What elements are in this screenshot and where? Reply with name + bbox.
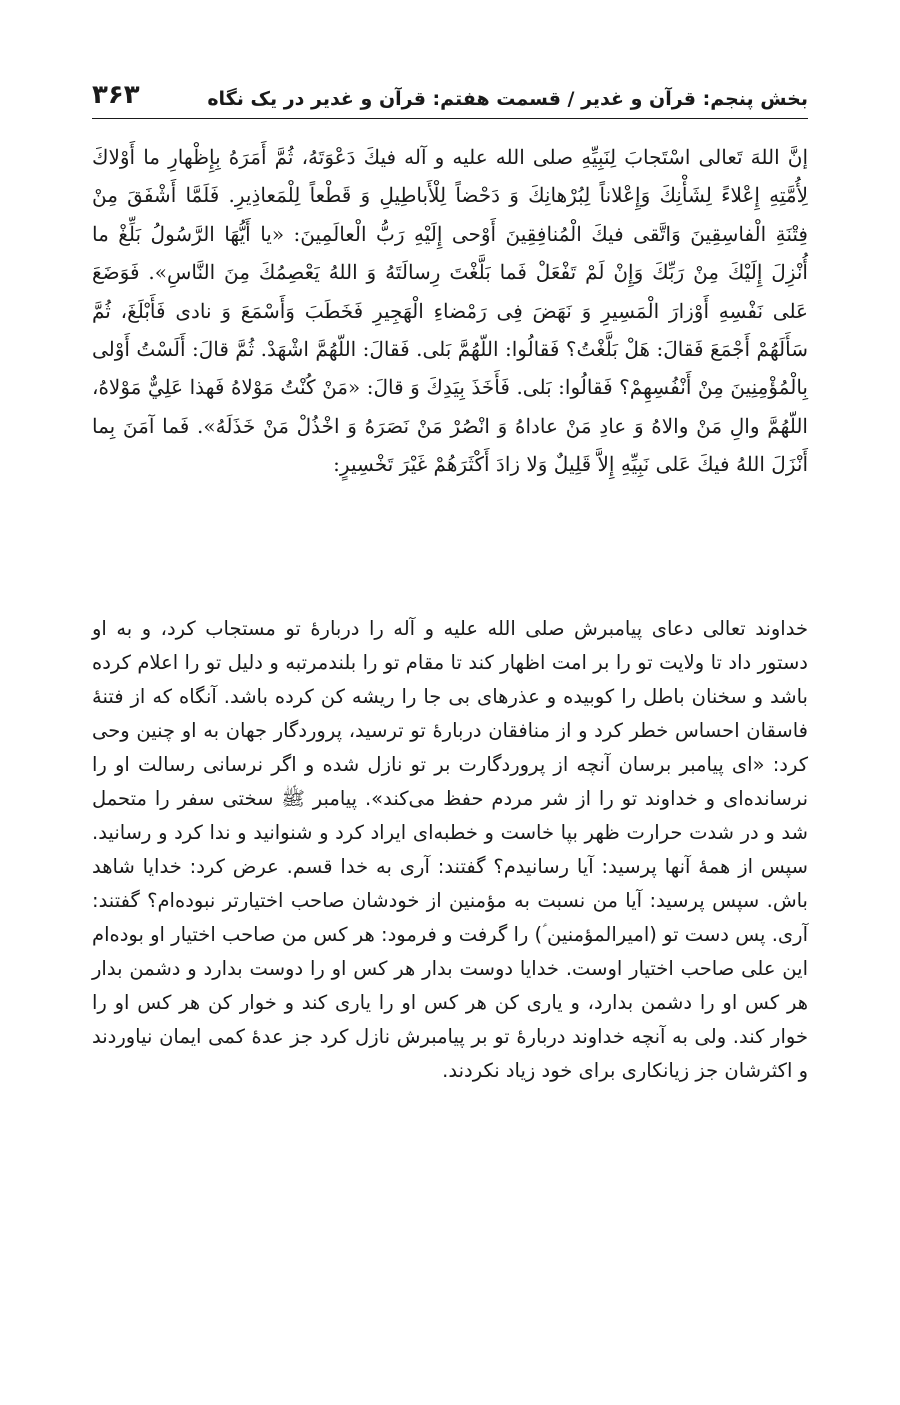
persian-paragraph: خداوند تعالى دعاى پيامبرش صلى الله عليه و آله را دربارۀ تو مستجاب كرد، و به او دستور داد تا ولايت تو را بر امت اظهار كند تا مقام تو را بلندمرتبه و دليل تو را اعلام كرده باشد و سخنان باطل را كوبيده و عذرهاى بى جا را ريشه كن كرده باشد. آنگاه كه از فتنۀ فاسقان احساس خطر كرد و از منافقان دربارۀ تو ترسيد، پروردگار جهان به او چنين وحى كرد: «اى پيامبر برسان آنچه از پروردگارت بر تو نازل شده و اگر نرسانى رسالت او را نرسانده‌اى و خداوند تو را از شر مردم حفظ مى‌كند». پيامبر ﷺ سختى سفر را متحمل شد و در شدت حرارت ظهر بپا خاست و خطبه‌اى ايراد كرد و شنوانيد و ندا كرد و رسانيد. سپس از همۀ آنها پرسيد: آيا رسانيدم؟ گفتند: آرى به خدا قسم. عرض كرد: خدايا شاهد باش. سپس پرسيد: آيا من نسبت به مؤمنين از خودشان صاحب اختيارتر نبوده‌ام؟ گفتند: آرى. پس دست تو (اميرالمؤمنين ؑ) را گرفت و فرمود: هر كس من صاحب اختيار او بوده‌ام اين على صاحب اختيار اوست. خدايا دوست بدار هر كس او را دوست بدارد و دشمن بدار هر كس او را دشمن بدارد، و يارى كن هر كس او را يارى كند و خوار كن هر كس او را خوار كند. ولى به آنچه خداوند دربارۀ تو بر پيامبرش نازل كرد جز عدۀ كمى ايمان نياوردند و اكثرشان جز زيانكارى براى خود زياد نكردند. [92,617,808,1082]
arabic-paragraph: إنَّ اللهَ تَعالى اسْتَجابَ لِنَبِيِّهِ صلى الله عليه و آله فيكَ دَعْوَتَهُ، ثُمَّ أَمَرَهُ بِإِظْهارِ ما أَوْلاكَ لِأُمَّتِهِ إِعْلاءً لِشَأْنِكَ وَإِعْلاناً لِبُرْهانِكَ وَ دَحْضاً لِلْأَباطِيلِ وَ قَطْعاً لِلْمَعاذِيرِ. فَلَمَّا أَشْفَقَ مِنْ فِتْنَةِ الْفاسِقِينَ وَاتَّقى فيكَ الْمُنافِقِينَ أَوْحى إِلَيْهِ رَبُّ الْعالَمِينَ: «يا أَيُّهَا الرَّسُولُ بَلِّغْ ما أُنْزِلَ إِلَيْكَ مِنْ رَبِّكَ وَإِنْ لَمْ تَفْعَلْ فَما بَلَّغْتَ رِسالَتَهُ وَ اللهُ يَعْصِمُكَ مِنَ النَّاسِ». فَوَضَعَ عَلى نَفْسِهِ أَوْزارَ الْمَسِيرِ وَ نَهَضَ فِى رَمْضاءِ الْهَجِيرِ فَخَطَبَ وَأَسْمَعَ وَ نادى فَأَبْلَغَ، ثُمَّ سَأَلَهُمْ أَجْمَعَ فَقالَ: هَلْ بَلَّغْتُ؟ فَقالُوا: اللّهُمَّ بَلى. فَقالَ: اللّهُمَّ اشْهَدْ. ثُمَّ قالَ: أَلَسْتُ أَوْلى بِالْمُؤْمِنِينَ مِنْ أَنْفُسِهِمْ؟ فَقالُوا: بَلى. فَأَخَذَ بِيَدِكَ وَ قالَ: «مَنْ كُنْتُ مَوْلاهُ فَهذا عَلِيٌّ مَوْلاهُ، اللّهُمَّ والِ مَنْ والاهُ وَ عادِ مَنْ عاداهُ وَ انْصُرْ مَنْ نَصَرَهُ وَ اخْذُلْ مَنْ خَذَلَهُ». فَما آمَنَ بِما أَنْزَلَ اللهُ فيكَ عَلى نَبِيِّهِ إِلاَّ قَلِيلٌ وَلا زادَ أَكْثَرَهُمْ غَيْرَ تَخْسِيرٍ: [92,145,809,477]
running-head: بخش پنجم: قرآن و غدیر / قسمت هفتم: قرآن و غدیر در یک نگاه [207,88,808,110]
page-header [92,66,808,110]
page-number: ۳۶۳ [92,80,140,110]
header-rule [92,118,808,119]
